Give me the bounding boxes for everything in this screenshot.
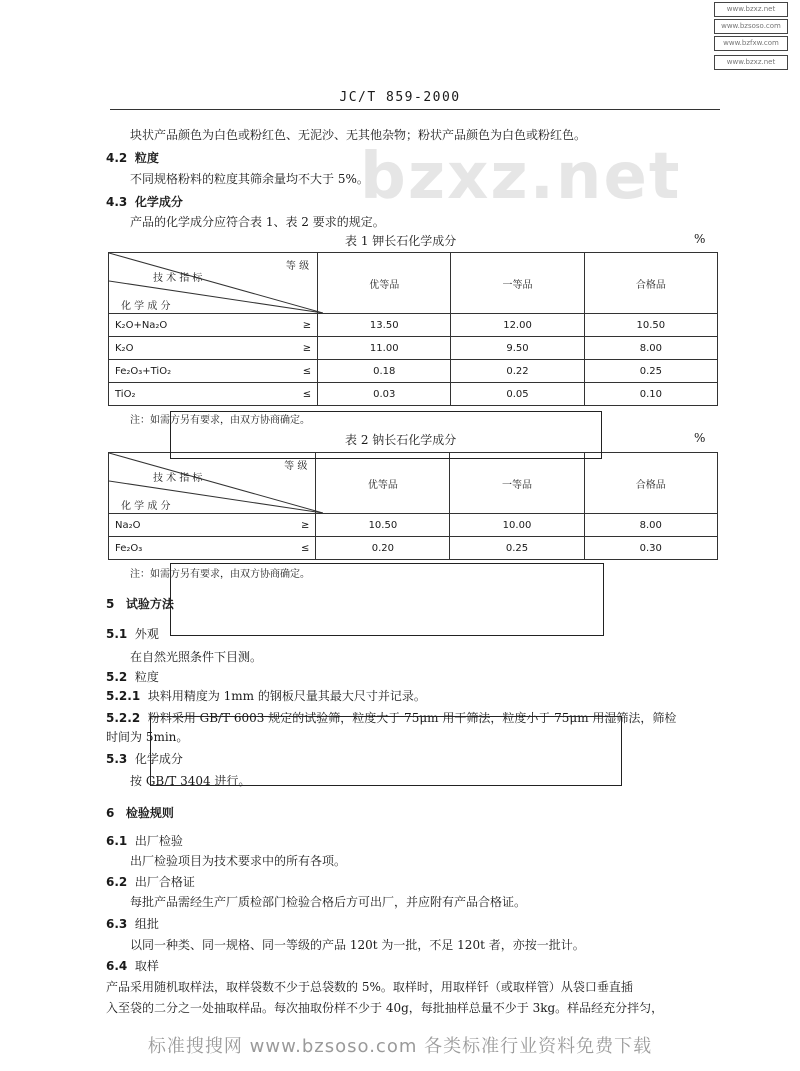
stamp-box-1: www.bzxz.net bbox=[714, 2, 788, 17]
row-label bbox=[109, 514, 316, 537]
section-6 bbox=[106, 805, 174, 821]
text-line: 时间为 5min。 bbox=[106, 730, 189, 744]
comparison-sign: ≤ bbox=[300, 542, 310, 554]
table1-diagonal-header bbox=[109, 253, 318, 314]
table1-caption: 表 1 钾长石化学成分 bbox=[345, 234, 457, 248]
table-row bbox=[109, 314, 718, 337]
col-header: 合格品 bbox=[584, 453, 717, 514]
section-title: 试验方法 bbox=[125, 597, 174, 611]
section-number: 6 bbox=[106, 806, 115, 820]
row-label bbox=[109, 383, 318, 406]
grade-label: 等 级 bbox=[284, 461, 308, 472]
section-number: 5.2 bbox=[106, 670, 128, 684]
col-header: 一等品 bbox=[450, 453, 584, 514]
section-text: 粉料采用 GB/T 6003 规定的试验筛，粒度大于 75μm 用干筛法，粒度小于 75μm 用湿筛法，筛检 bbox=[147, 711, 677, 725]
stamp-box-2: www.bzsoso.com bbox=[714, 19, 788, 34]
row-label bbox=[109, 360, 318, 383]
comparison-sign: ≥ bbox=[302, 319, 312, 331]
stamp-box-3: www.bzfxw.com bbox=[714, 36, 788, 51]
text-line: 产品的化学成分应符合表 1、表 2 要求的规定。 bbox=[130, 215, 385, 229]
cell: 0.30 bbox=[584, 537, 717, 560]
section-number: 6.1 bbox=[106, 834, 128, 848]
section-6-4 bbox=[106, 958, 159, 974]
row-label bbox=[109, 537, 316, 560]
text-line: 不同规格粉料的粒度其筛余量均不大于 5%。 bbox=[130, 172, 369, 186]
section-title: 粒度 bbox=[134, 670, 159, 684]
text-line: 在自然光照条件下目测。 bbox=[130, 650, 263, 664]
table2-caption: 表 2 钠长石化学成分 bbox=[345, 433, 457, 447]
table-row bbox=[109, 537, 718, 560]
section-number: 6.3 bbox=[106, 917, 128, 931]
text-line: 每批产品需经生产厂质检部门检验合格后方可出厂，并应附有产品合格证。 bbox=[130, 895, 527, 909]
chem-name: TiO₂ bbox=[115, 388, 136, 400]
chem-label: 化 学 成 分 bbox=[121, 501, 171, 512]
footer-watermark: 标准搜搜网 www.bzsoso.com 各类标准行业资料免费下载 bbox=[147, 1036, 653, 1057]
tech-label: 技 术 指 标 bbox=[153, 473, 203, 484]
cell: 11.00 bbox=[318, 337, 451, 360]
chem-name: Fe₂O₃+TiO₂ bbox=[115, 365, 172, 377]
table1-note: 注：如需方另有要求，由双方协商确定。 bbox=[130, 415, 310, 426]
col-header: 合格品 bbox=[584, 253, 717, 314]
section-5 bbox=[106, 596, 174, 612]
cell: 10.00 bbox=[450, 514, 584, 537]
table1-unit: % bbox=[694, 232, 706, 246]
comparison-sign: ≤ bbox=[302, 365, 312, 377]
row-label bbox=[109, 314, 318, 337]
section-number: 4.2 bbox=[106, 151, 128, 165]
table-row bbox=[109, 360, 718, 383]
section-6-3 bbox=[106, 916, 159, 932]
text-line: 按 GB/T 3404 进行。 bbox=[130, 774, 251, 788]
section-6-2 bbox=[106, 874, 195, 890]
grade-label: 等 级 bbox=[285, 261, 310, 272]
section-title: 出厂检验 bbox=[134, 834, 183, 848]
header-rule bbox=[110, 109, 720, 110]
section-number: 5.3 bbox=[106, 752, 128, 766]
col-header: 优等品 bbox=[318, 253, 451, 314]
row-label bbox=[109, 337, 318, 360]
cell: 13.50 bbox=[318, 314, 451, 337]
table2-diagonal-header bbox=[109, 453, 316, 514]
cell: 10.50 bbox=[316, 514, 450, 537]
section-number: 5.2.2 bbox=[106, 711, 141, 725]
section-number: 5.1 bbox=[106, 627, 128, 641]
stamp-box-4: www.bzxz.net bbox=[714, 55, 788, 70]
cell: 12.00 bbox=[451, 314, 584, 337]
section-6-1 bbox=[106, 833, 183, 849]
cell: 8.00 bbox=[584, 337, 717, 360]
overlay-box-1 bbox=[170, 411, 602, 459]
section-title: 组批 bbox=[134, 917, 159, 931]
cell: 0.10 bbox=[584, 383, 717, 406]
table1 bbox=[108, 252, 718, 406]
chem-name: Na₂O bbox=[115, 519, 141, 531]
section-number: 5 bbox=[106, 597, 115, 611]
watermark: bzxz.net bbox=[360, 140, 682, 214]
section-5-1 bbox=[106, 626, 159, 642]
section-title: 化学成分 bbox=[134, 195, 183, 209]
section-number: 6.2 bbox=[106, 875, 128, 889]
cell: 0.03 bbox=[318, 383, 451, 406]
col-header: 优等品 bbox=[316, 453, 450, 514]
comparison-sign: ≥ bbox=[302, 342, 312, 354]
text-line: 块状产品颜色为白色或粉红色、无泥沙、无其他杂物；粉状产品颜色为白色或粉红色。 bbox=[130, 128, 587, 142]
text-line: 入至袋的二分之一处抽取样品。每次抽取份样不少于 40g，每批抽样总量不少于 3kg。样品经充分拌匀， bbox=[106, 1001, 664, 1015]
section-title: 出厂合格证 bbox=[134, 875, 195, 889]
cell: 10.50 bbox=[584, 314, 717, 337]
section-5-2-1 bbox=[106, 688, 426, 704]
cell: 0.18 bbox=[318, 360, 451, 383]
cell: 0.05 bbox=[451, 383, 584, 406]
table2-unit: % bbox=[694, 431, 706, 445]
table-row bbox=[109, 514, 718, 537]
section-number: 6.4 bbox=[106, 959, 128, 973]
chem-name: K₂O+Na₂O bbox=[115, 319, 168, 331]
overlay-box-2 bbox=[170, 563, 604, 636]
cell: 0.25 bbox=[584, 360, 717, 383]
section-number: 4.3 bbox=[106, 195, 128, 209]
tech-label: 技 术 指 标 bbox=[153, 273, 203, 284]
text-line: 出厂检验项目为技术要求中的所有各项。 bbox=[130, 854, 347, 868]
chem-name: K₂O bbox=[115, 342, 134, 354]
cell: 8.00 bbox=[584, 514, 717, 537]
section-title: 外观 bbox=[134, 627, 159, 641]
section-number: 5.2.1 bbox=[106, 689, 141, 703]
comparison-sign: ≤ bbox=[302, 388, 312, 400]
cell: 0.22 bbox=[451, 360, 584, 383]
section-text: 块料用精度为 1mm 的钢板尺量其最大尺寸并记录。 bbox=[147, 689, 426, 703]
col-header: 一等品 bbox=[451, 253, 584, 314]
section-title: 取样 bbox=[134, 959, 159, 973]
table2 bbox=[108, 452, 718, 560]
cell: 0.25 bbox=[450, 537, 584, 560]
text-line: 以同一种类、同一规格、同一等级的产品 120t 为一批，不足 120t 者，亦按一批计。 bbox=[130, 938, 585, 952]
section-title: 粒度 bbox=[134, 151, 159, 165]
text-line: 产品采用随机取样法，取样袋数不少于总袋数的 5%。取样时，用取样钎（或取样管）从袋口垂直插 bbox=[106, 980, 633, 994]
section-title: 化学成分 bbox=[134, 752, 183, 766]
section-4-3 bbox=[106, 194, 183, 210]
table-row bbox=[109, 337, 718, 360]
overlay-box-3 bbox=[150, 716, 622, 786]
chem-label: 化 学 成 分 bbox=[121, 301, 171, 312]
section-4-2 bbox=[106, 150, 159, 166]
cell: 0.20 bbox=[316, 537, 450, 560]
section-5-2 bbox=[106, 669, 159, 685]
cell: 9.50 bbox=[451, 337, 584, 360]
document-code: JC/T 859-2000 bbox=[339, 90, 461, 105]
table2-note: 注：如需方另有要求，由双方协商确定。 bbox=[130, 569, 310, 580]
section-title: 检验规则 bbox=[125, 806, 174, 820]
comparison-sign: ≥ bbox=[300, 519, 310, 531]
table-row bbox=[109, 383, 718, 406]
chem-name: Fe₂O₃ bbox=[115, 542, 143, 554]
